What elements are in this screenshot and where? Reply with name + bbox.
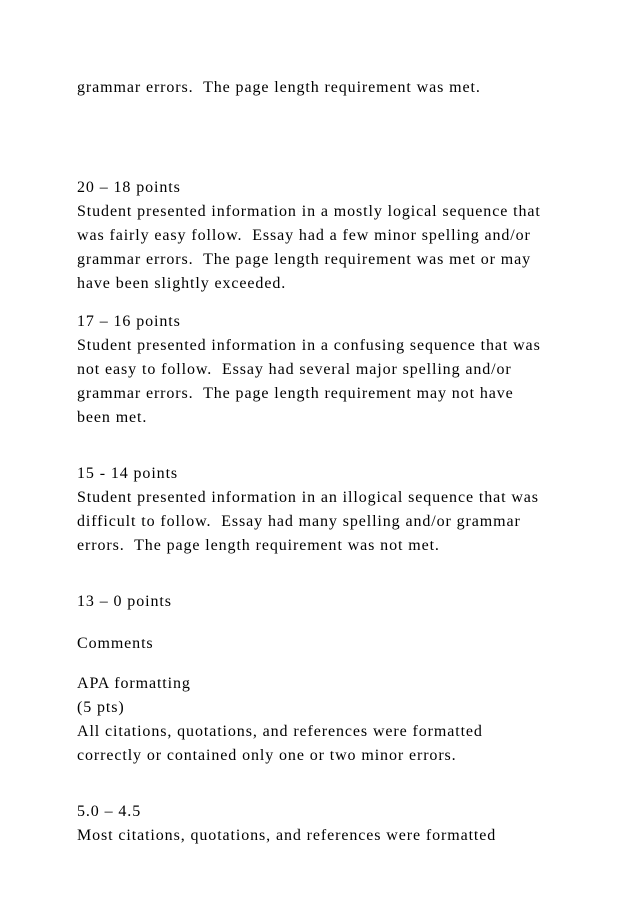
- score-range-heading: 13 – 0 points: [77, 593, 172, 610]
- text-line: Student presented information in a confusing sequence that was: [77, 337, 541, 354]
- text-line: was fairly easy follow. Essay had a few minor spelling and/or: [77, 227, 531, 244]
- text-line: difficult to follow. Essay had many spelling and/or grammar: [77, 513, 521, 530]
- text-line: Student presented information in an illogical sequence that was: [77, 489, 539, 506]
- text-line: grammar errors. The page length requirement was met.: [77, 79, 481, 96]
- text-line: grammar errors. The page length requirement was met or may: [77, 251, 531, 268]
- criterion-points: (5 pts): [77, 699, 125, 716]
- score-range-heading: 5.0 – 4.5: [77, 803, 142, 820]
- text-line: correctly or contained only one or two minor errors.: [77, 747, 457, 764]
- comments-heading: Comments: [77, 635, 154, 652]
- score-range-heading: 20 – 18 points: [77, 179, 181, 196]
- text-line: grammar errors. The page length requirement may not have: [77, 385, 514, 402]
- score-range-heading: 17 – 16 points: [77, 313, 181, 330]
- text-line: been met.: [77, 409, 148, 426]
- text-line: not easy to follow. Essay had several major spelling and/or: [77, 361, 512, 378]
- text-line: Most citations, quotations, and references were formatted: [77, 827, 497, 844]
- score-range-heading: 15 - 14 points: [77, 465, 179, 482]
- text-line: Student presented information in a mostly logical sequence that: [77, 203, 541, 220]
- text-line: have been slightly exceeded.: [77, 275, 287, 292]
- criterion-heading: APA formatting: [77, 675, 191, 692]
- text-line: All citations, quotations, and references were formatted: [77, 723, 483, 740]
- text-line: errors. The page length requirement was not met.: [77, 537, 440, 554]
